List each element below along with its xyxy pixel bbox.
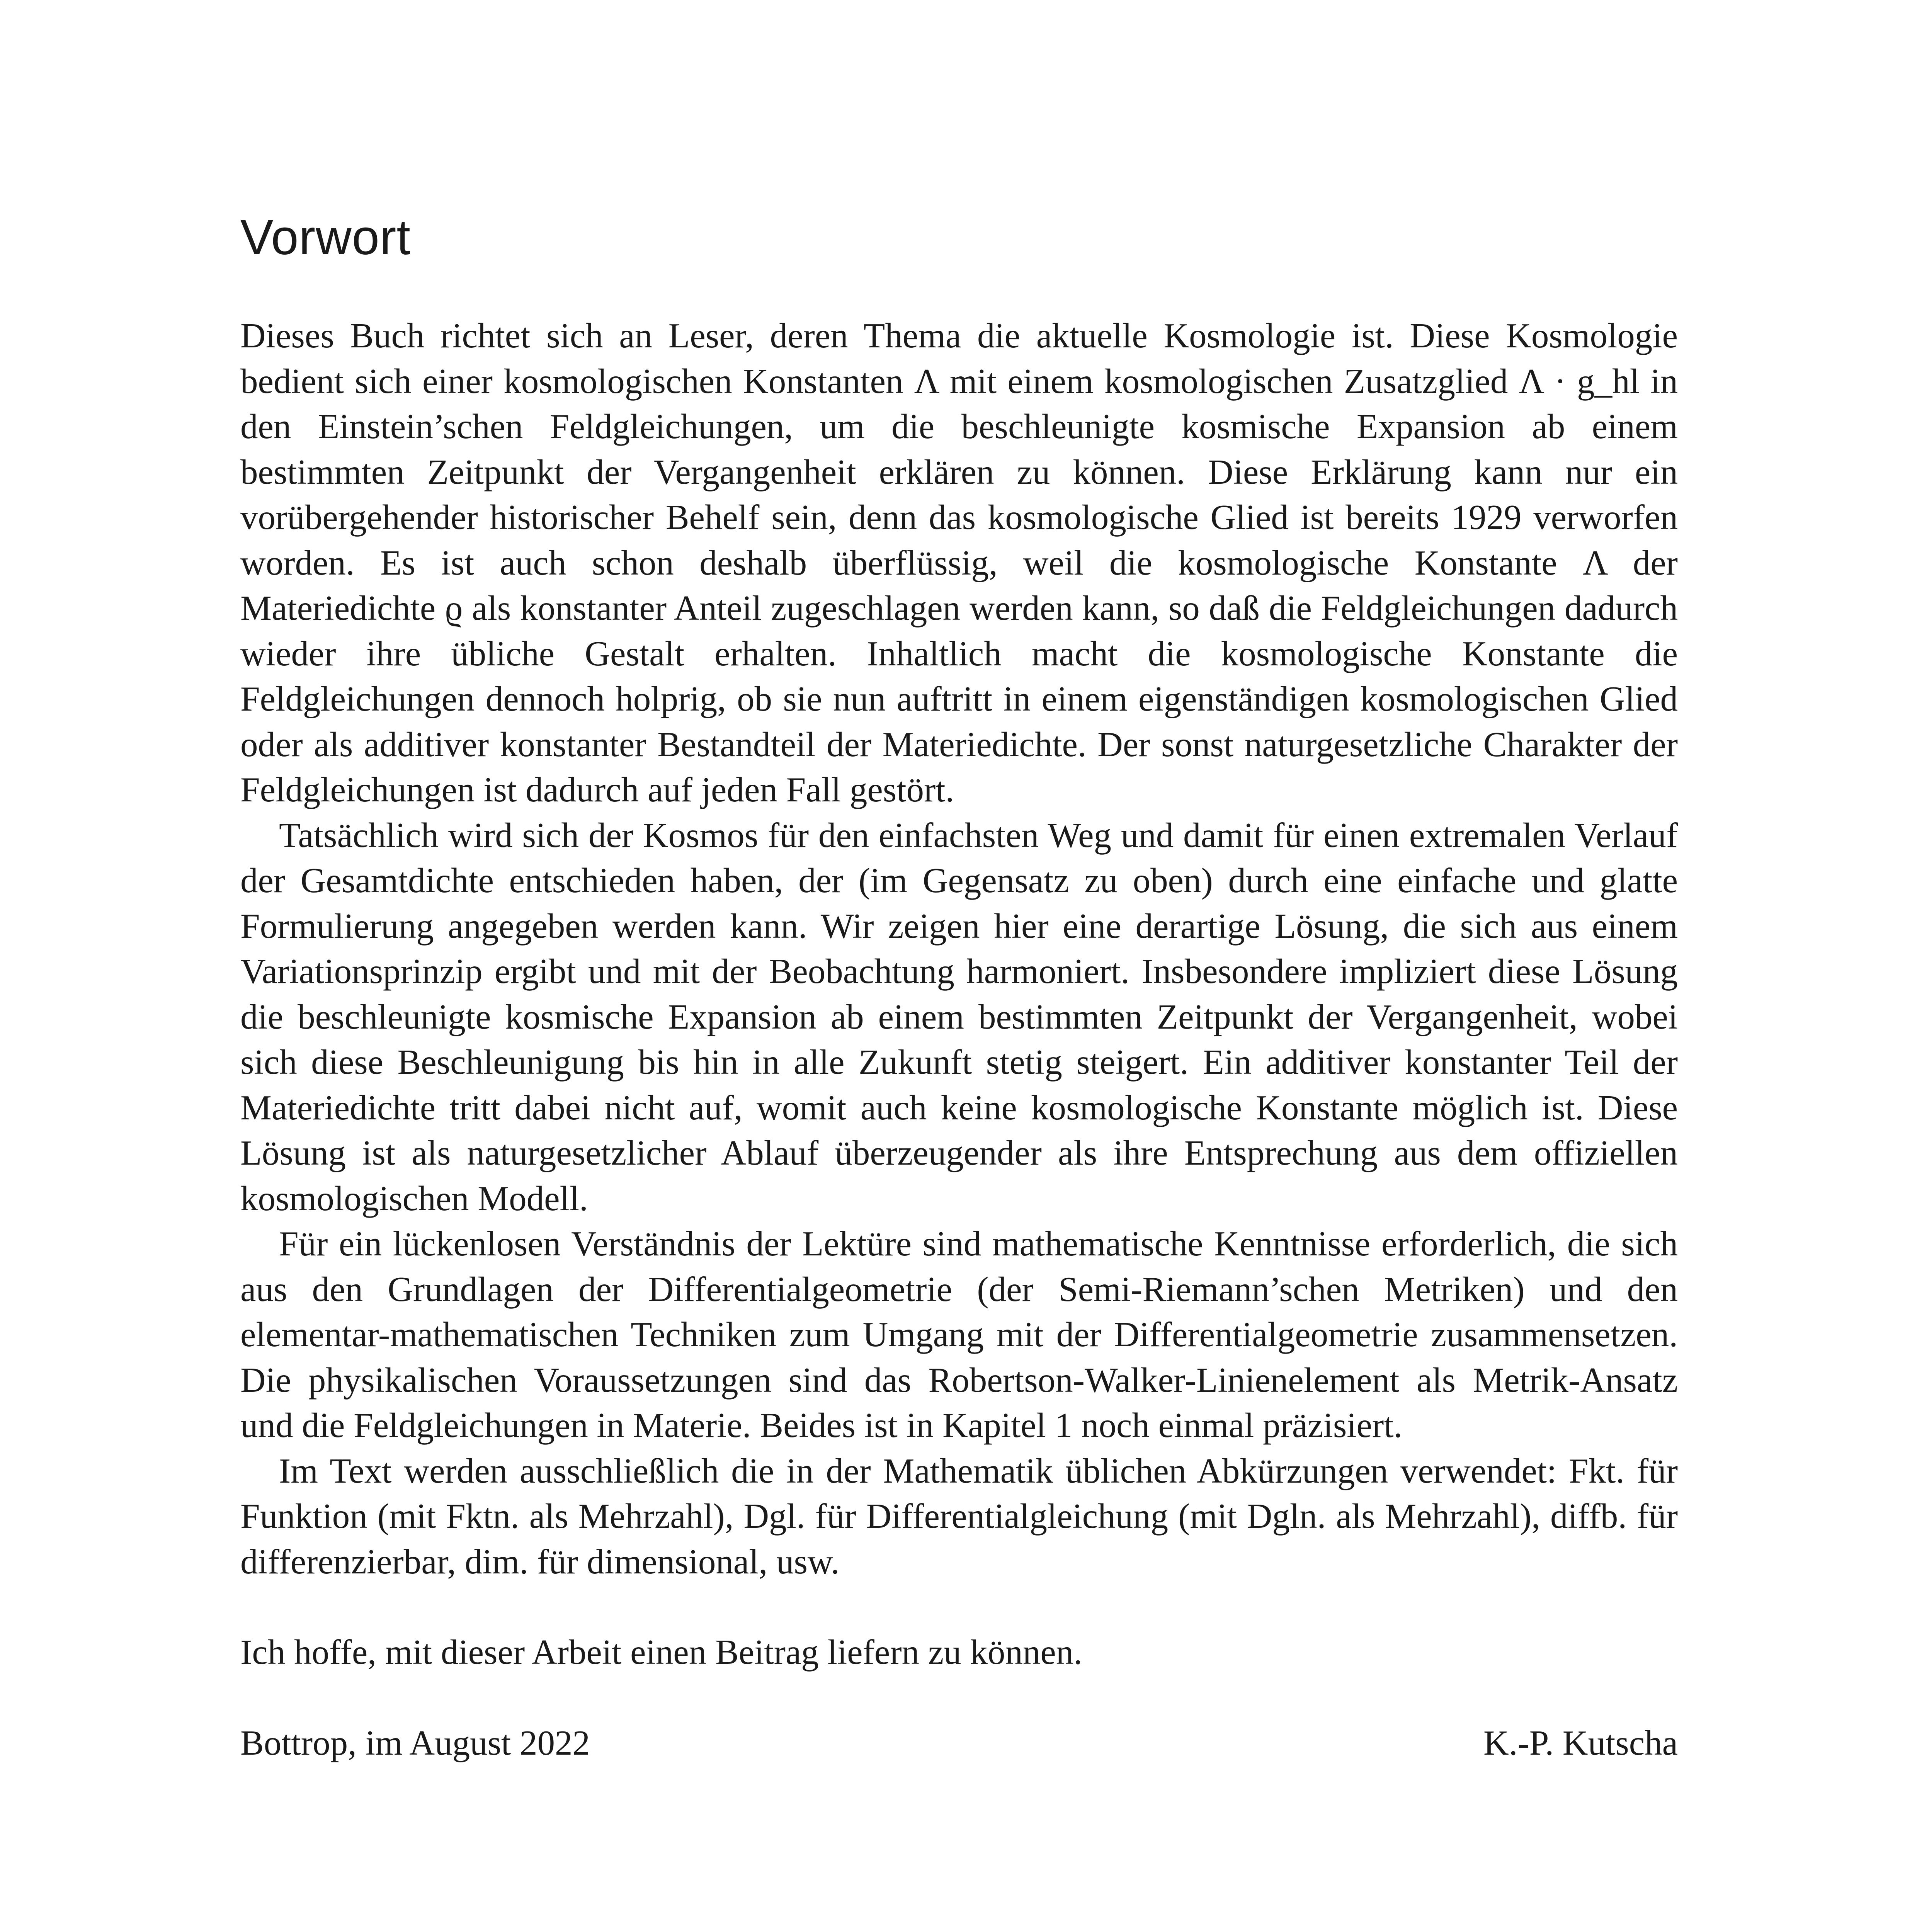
author-name: K.-P. Kutscha — [1483, 1723, 1678, 1762]
paragraph-2: Tatsächlich wird sich der Kosmos für den einfachsten Weg und damit für einen extremalen Verlauf der Gesamtdichte entschieden haben, der (im Gegensatz zu oben) durch eine einfache und glatte Formulierung angegeben werden kann. Wir zeigen hier eine derartige Lösung, die sich aus einem Variationsprinzip ergibt und mit der Beobachtung harmoniert. Insbesondere impliziert diese Lösung die beschleunigte kosmische Expansion ab einem bestimmten Zeitpunkt der Vergangenheit, wobei sich diese Beschleunigung bis hin in alle Zukunft stetig steigert. Ein additiver konstanter Teil der Materiedichte tritt dabei nicht auf, womit auch keine kosmologische Konstante möglich ist. Diese Lösung ist als naturgesetzlicher Ablauf überzeugender als ihre Entsprechung aus dem offiziellen kosmologischen Modell. — [240, 815, 1678, 1218]
paragraph-1: Dieses Buch richtet sich an Leser, deren Thema die aktuelle Kosmologie ist. Diese Kosmologie bedient sich einer kosmologischen Konstanten Λ mit einem kosmologischen Zusatzglied Λ · g_hl in den Einstein’schen Feldgleichungen, um die beschleunigte kosmische Expansion ab einem bestimmten Zeitpunkt der Vergangenheit erklären zu können. Diese Erklärung kann nur ein vorübergehender historischer Behelf sein, denn das kosmologische Glied ist bereits 1929 verworfen worden. Es ist auch schon deshalb überflüssig, weil die kosmologische Konstante Λ der Materiedichte ϱ als konstanter Anteil zugeschlagen werden kann, so daß die Feldgleichungen dadurch wieder ihre übliche Gestalt erhalten. Inhaltlich macht die kosmologische Konstante die Feldgleichungen dennoch holprig, ob sie nun auftritt in einem eigenständigen kosmologischen Glied oder als additiver konstanter Bestandteil der Materiedichte. Der sonst naturgesetzliche Charakter der Feldgleichungen ist dadurch auf jeden Fall gestört. — [240, 316, 1678, 809]
paragraph-4: Im Text werden ausschließlich die in der Mathematik üblichen Abkürzungen verwendet: Fkt. für Funktion (mit Fktn. als Mehrzahl), Dgl. für Differentialgleichung (mit Dgln. als Mehrzahl), diffb. für differenzierbar, dim. für dimensional, usw. — [240, 1451, 1678, 1581]
paragraph-3: Für ein lückenlosen Verständnis der Lektüre sind mathematische Kenntnisse erforderlich, die sich aus den Grundlagen der Differentialgeometrie (der Semi-Riemann’schen Metriken) und den elementar-mathematischen Techniken zum Umgang mit der Differentialgeometrie zusammensetzen. Die physikalischen Voraussetzungen sind das Robertson-Walker-Linienelement als Metrik-Ansatz und die Feldgleichungen in Materie. Beides ist in Kapitel 1 noch einmal präzisiert. — [240, 1224, 1678, 1445]
page-title: Vorwort — [240, 210, 411, 265]
signature-row — [240, 1720, 1678, 1766]
place-date: Bottrop, im August 2022 — [240, 1723, 590, 1762]
closing-sentence: Ich hoffe, mit dieser Arbeit einen Beitrag liefern zu können. — [240, 1633, 1083, 1672]
preface-body — [240, 313, 1678, 1765]
